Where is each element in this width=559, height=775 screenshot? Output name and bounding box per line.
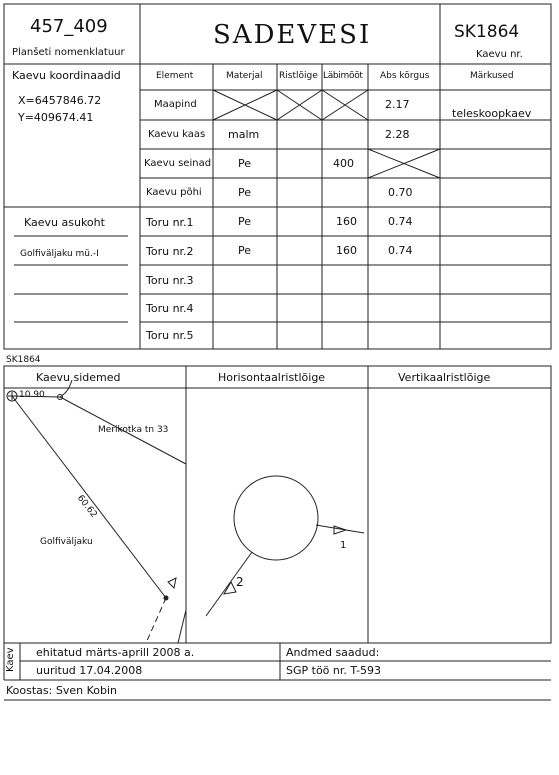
row-abs: 2.17 xyxy=(385,98,410,111)
col-header-abs: Abs kõrgus xyxy=(380,71,430,81)
col-header-cross: Ristlõige xyxy=(279,71,318,81)
coord-x: X=6457846.72 xyxy=(18,94,102,107)
location-label: Kaevu asukoht xyxy=(24,216,105,229)
data-source-value: SGP töö nr. T-593 xyxy=(286,664,382,677)
sheet-number: 457_409 xyxy=(30,16,108,37)
col-header-notes: Märkused xyxy=(470,71,514,81)
location-value: Golfiväljaku mü.-I xyxy=(20,249,99,259)
row-element: Kaevu põhi xyxy=(146,187,202,198)
data-source-label: Andmed saadud: xyxy=(286,646,380,659)
pipe-2-label: 2 xyxy=(236,575,244,589)
coord-y: Y=409674.41 xyxy=(18,111,94,124)
well-cross-section xyxy=(234,476,318,560)
coords-label: Kaevu koordinaadid xyxy=(12,69,121,82)
well-id: SK1864 xyxy=(454,22,520,42)
row-element: Toru nr.1 xyxy=(146,216,194,229)
row-notes: teleskoopkaev xyxy=(452,107,532,120)
tie-arrow xyxy=(168,578,176,588)
row-abs: 2.28 xyxy=(385,128,410,141)
row-material: Pe xyxy=(238,186,252,199)
row-abs: 0.74 xyxy=(388,215,413,228)
tie-distance-1: 10.90 xyxy=(19,390,45,400)
row-element: Toru nr.5 xyxy=(146,329,194,342)
row-element: Toru nr.4 xyxy=(146,302,194,315)
area-label: Golfiväljaku xyxy=(40,537,93,547)
row-element: Maapind xyxy=(154,99,197,110)
row-diameter: 400 xyxy=(333,157,354,170)
row-material: Pe xyxy=(238,157,252,170)
row-element: Kaevu seinad xyxy=(144,158,212,169)
sheet-tag: SK1864 xyxy=(6,355,41,365)
row-element: Kaevu kaas xyxy=(148,129,206,140)
row-material: Pe xyxy=(238,244,252,257)
pipe-1-label: 1 xyxy=(340,540,347,551)
ties-title: Kaevu sidemed xyxy=(36,371,121,384)
row-element: Toru nr.2 xyxy=(146,245,194,258)
well-caption: Kaevu nr. xyxy=(476,49,523,60)
row-abs: 0.70 xyxy=(388,186,413,199)
row-material: malm xyxy=(228,128,260,141)
street-label: Merikotka tn 33 xyxy=(98,425,169,435)
row-diameter: 160 xyxy=(336,244,357,257)
built-date: ehitatud märts-aprill 2008 a. xyxy=(36,646,195,659)
col-header-element: Element xyxy=(156,71,194,81)
horizontal-title: Horisontaalristlõige xyxy=(218,371,326,384)
row-element: Toru nr.3 xyxy=(146,274,194,287)
compiled-by: Koostas: Sven Kobin xyxy=(6,684,117,697)
sheet-caption: Planšeti nomenklatuur xyxy=(12,47,125,58)
surveyed-date: uuritud 17.04.2008 xyxy=(36,664,143,677)
row-abs: 0.74 xyxy=(388,244,413,257)
row-diameter: 160 xyxy=(336,215,357,228)
pipe-2-line xyxy=(206,552,252,616)
vertical-title: Vertikaalristlõige xyxy=(398,371,491,384)
col-header-material: Materjal xyxy=(226,71,263,81)
col-header-diameter: Läbimõõt xyxy=(323,71,363,81)
page-title: SADEVESI xyxy=(213,20,372,50)
tie-distance-2: 60.62 xyxy=(74,493,99,520)
footer-side-label: Kaev xyxy=(5,647,16,672)
row-material: Pe xyxy=(238,215,252,228)
